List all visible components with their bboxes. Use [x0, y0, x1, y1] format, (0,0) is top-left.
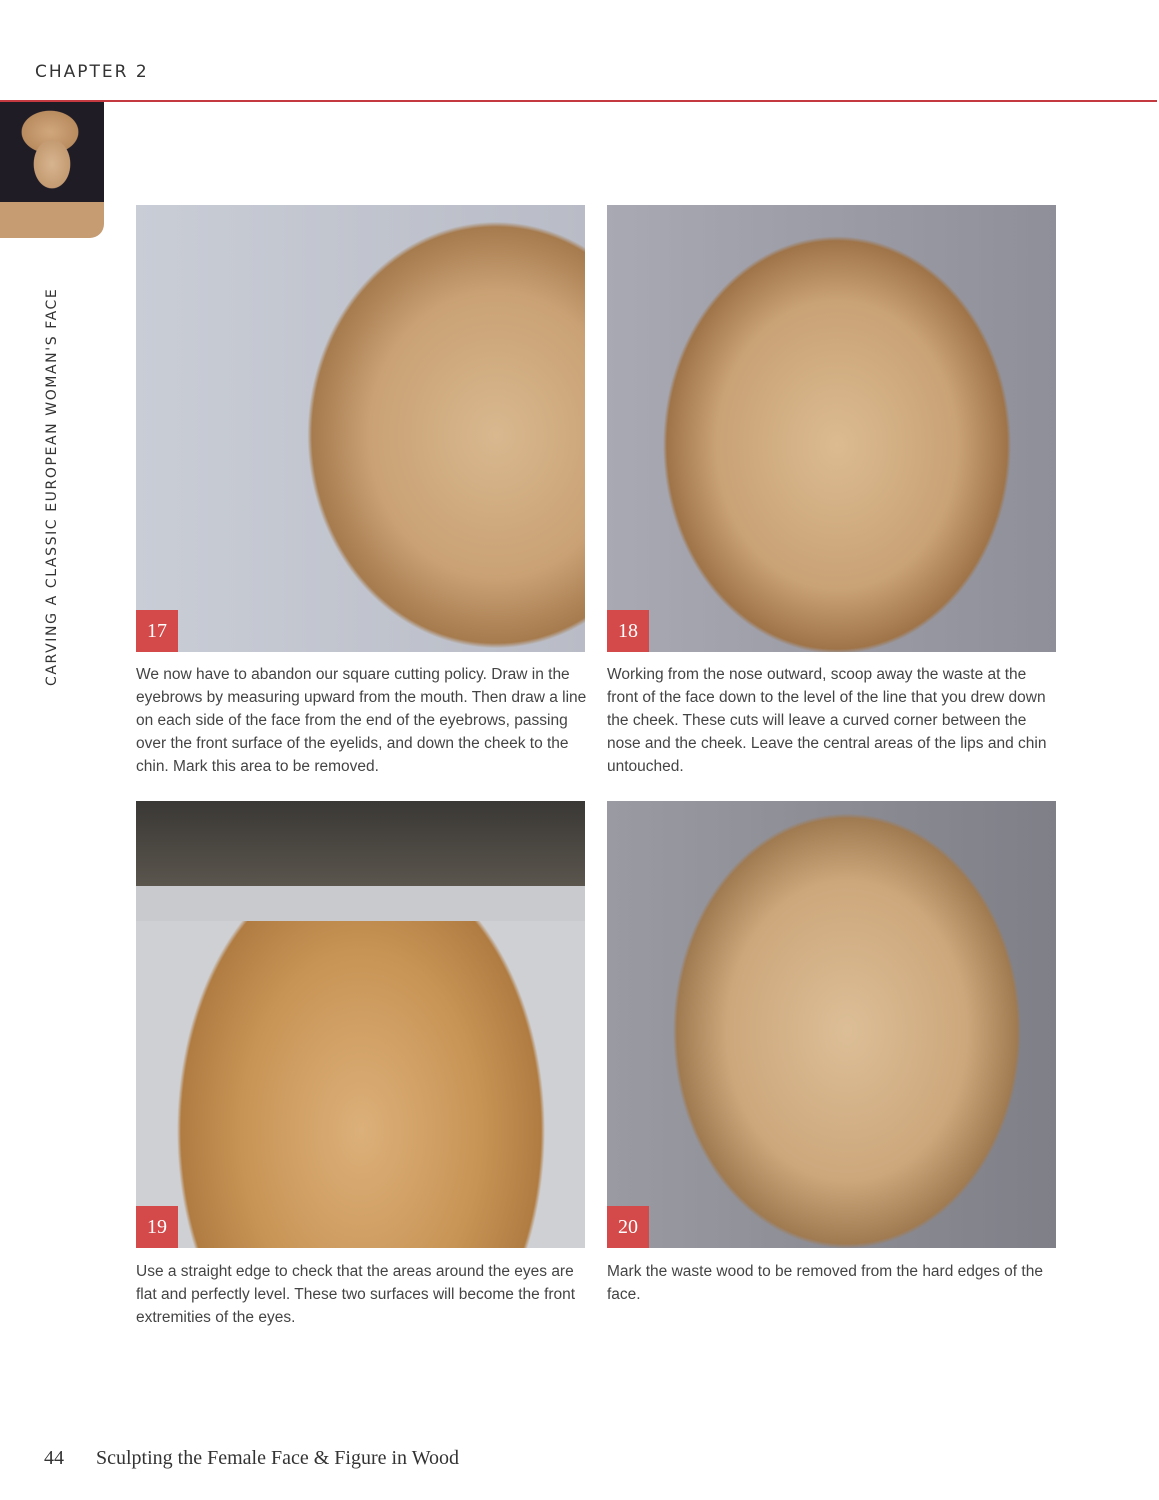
- section-title: CARVING A CLASSIC EUROPEAN WOMAN'S FACE: [44, 287, 60, 686]
- step-17-photo: [136, 205, 585, 652]
- book-title: Sculpting the Female Face & Figure in Wood: [96, 1447, 459, 1469]
- page-number: 44: [44, 1447, 64, 1469]
- header-rule: [0, 100, 1157, 102]
- step-number-badge: 19: [136, 1206, 178, 1248]
- chapter-thumbnail-image: [0, 102, 104, 238]
- chapter-label: CHAPTER 2: [35, 62, 149, 82]
- step-18-photo: [607, 205, 1056, 652]
- step-20-caption: Mark the waste wood to be removed from the hard edges of the face.: [607, 1263, 1043, 1303]
- step-number-badge: 18: [607, 610, 649, 652]
- step-17-caption: We now have to abandon our square cutting policy. Draw in the eyebrows by measuring upward from the mouth. Then draw a line on each side of the face from the end of the eyebrows, passing over the front surface of the eyelids, and down the cheek to the chin. Mark this area to be removed.: [136, 666, 587, 775]
- step-20-photo: [607, 801, 1056, 1248]
- step-number-badge: 20: [607, 1206, 649, 1248]
- step-number-badge: 17: [136, 610, 178, 652]
- step-19-photo: [136, 801, 585, 1248]
- step-19-caption: Use a straight edge to check that the areas around the eyes are flat and perfectly level. These two surfaces will become the front extremities of the eyes.: [136, 1263, 576, 1326]
- step-18-caption: Working from the nose outward, scoop away the waste at the front of the face down to the level of the line that you drew down the cheek. These cuts will leave a curved corner between the nose and the cheek. Leave the central areas of the lips and chin untouched.: [607, 666, 1047, 775]
